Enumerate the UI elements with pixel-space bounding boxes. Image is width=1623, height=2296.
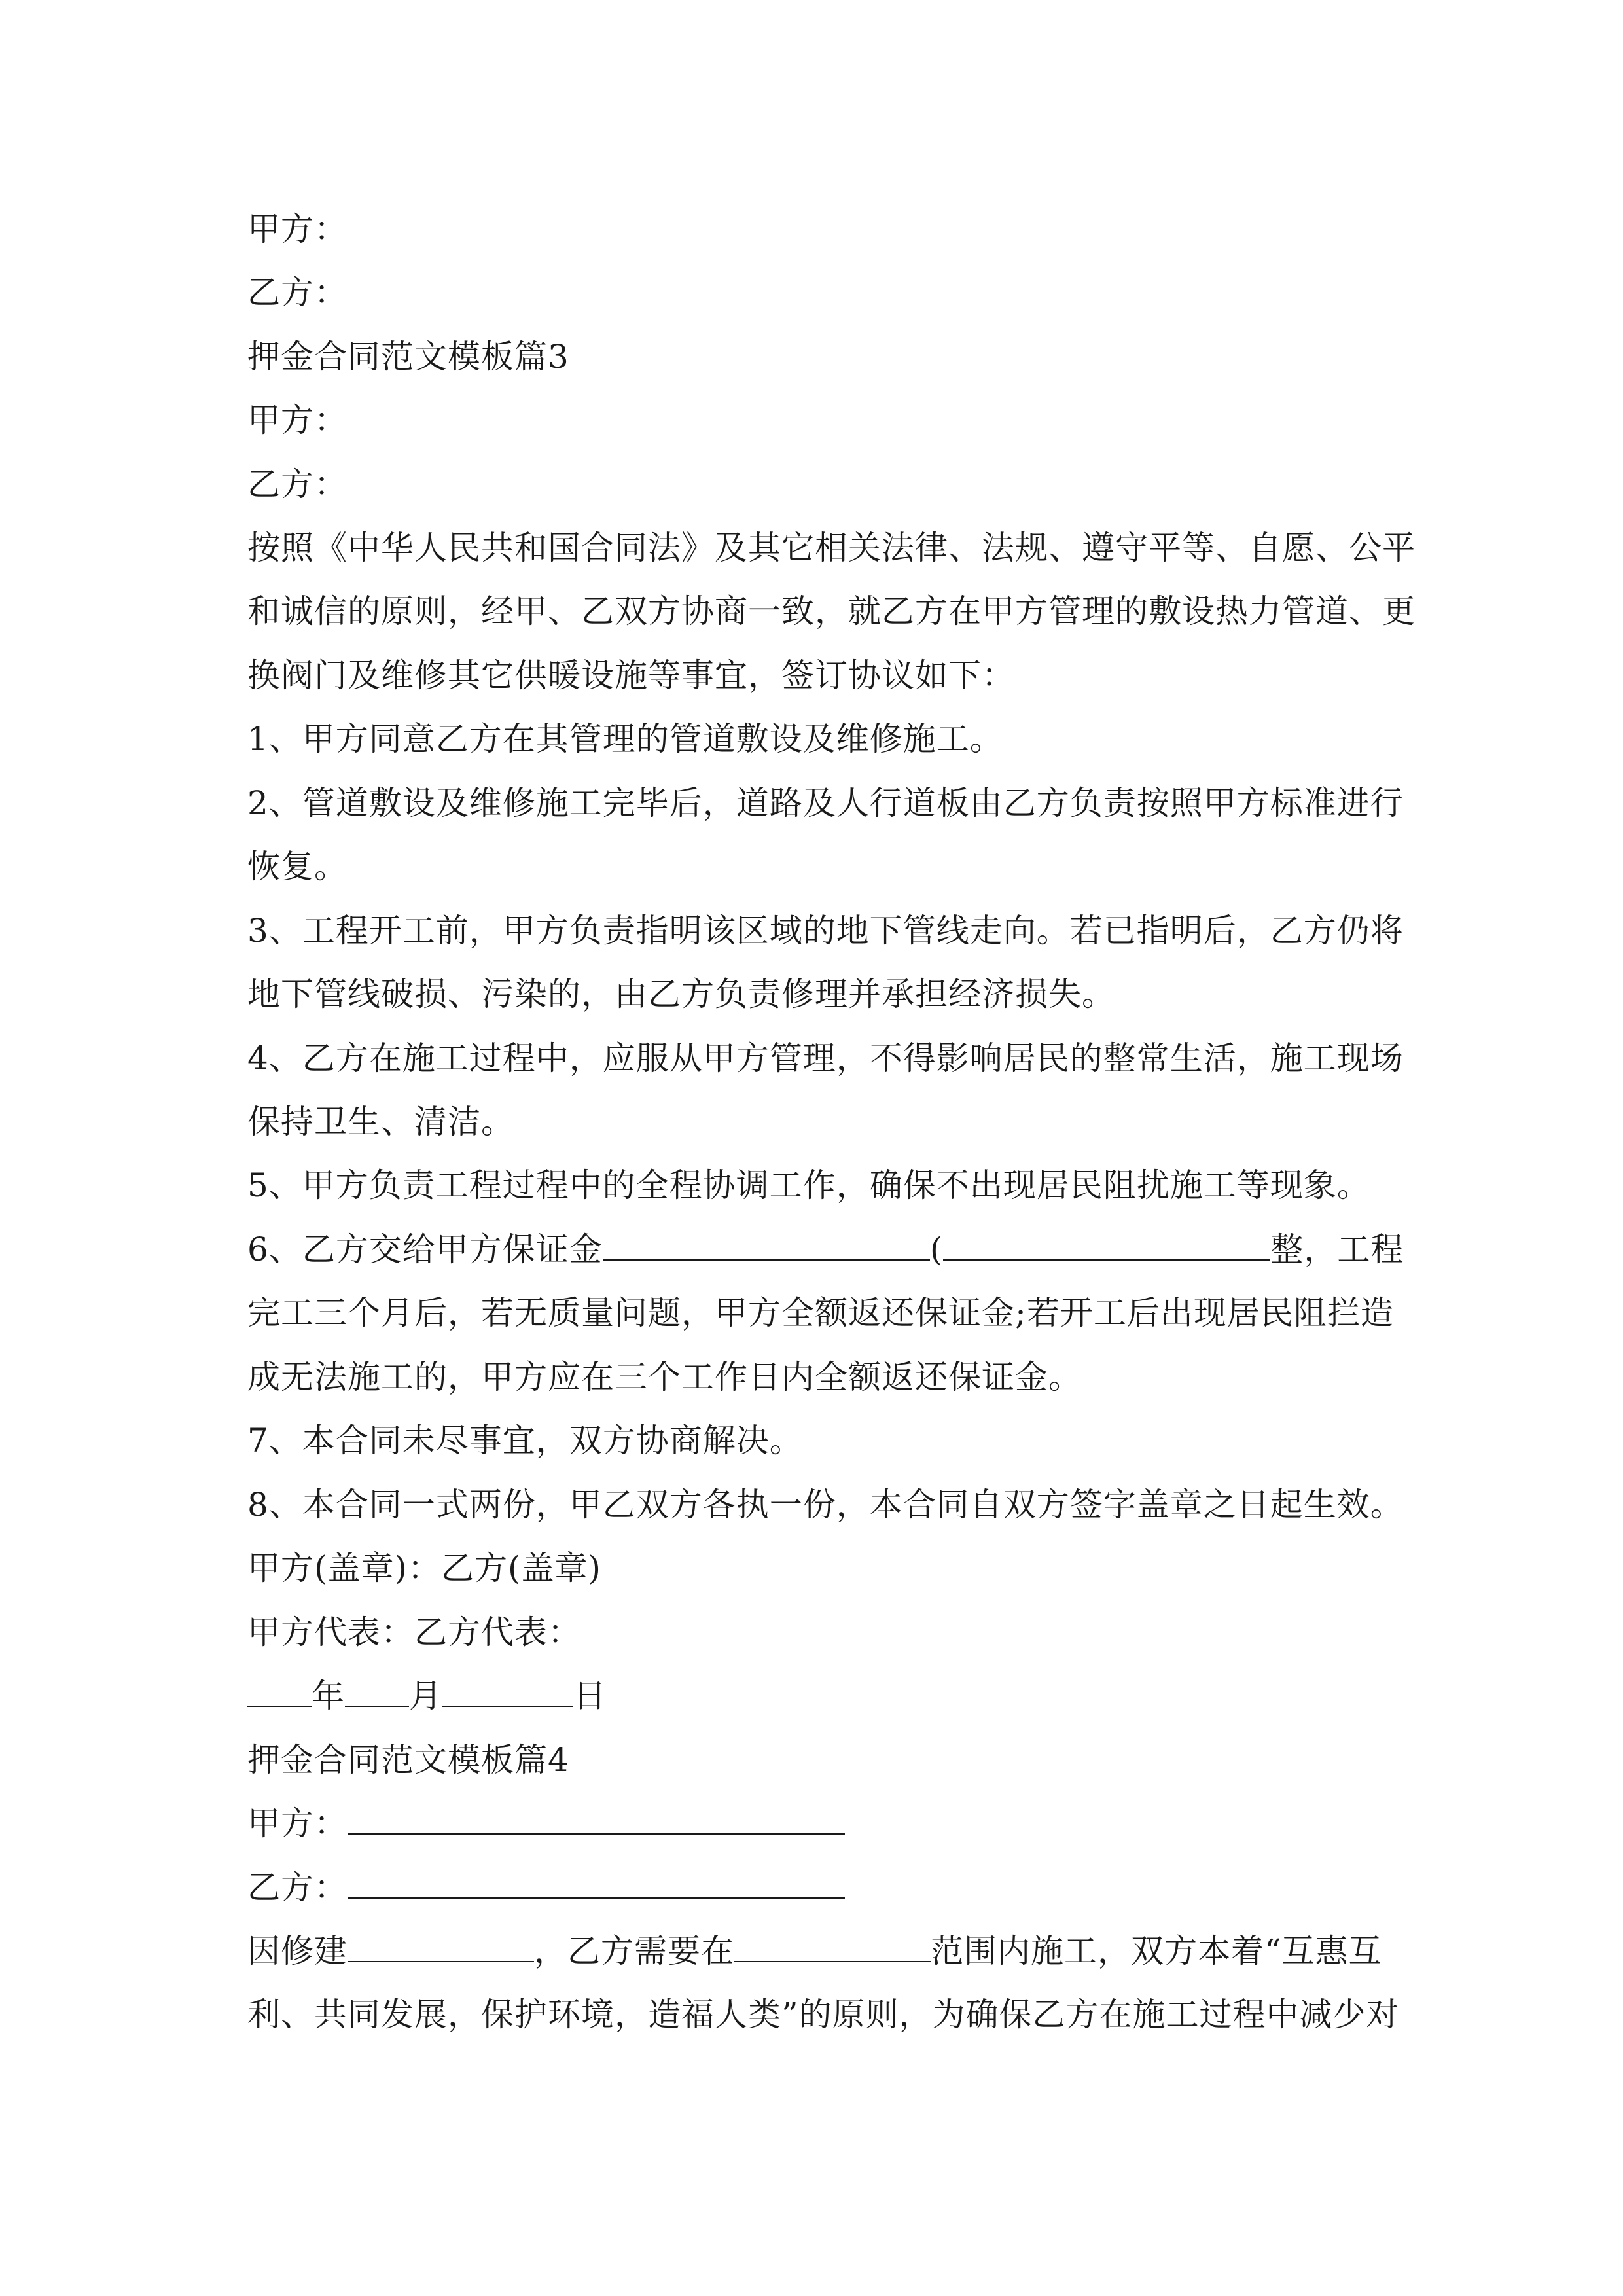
text-line: 利、共同发展，保护环境，造福人类”的原则，为确保乙方在施工过程中减少对 bbox=[247, 1996, 1400, 2034]
clause-text: ，乙方需要在 bbox=[534, 1932, 734, 1970]
party-b-blank[interactable] bbox=[348, 1870, 845, 1899]
year-blank[interactable] bbox=[247, 1678, 312, 1707]
text-line: 2、管道敷设及维修施工完毕后，道路及人行道板由乙方负责按照甲方标准进行 bbox=[247, 784, 1404, 822]
text-line: 甲方： bbox=[247, 210, 348, 248]
text-line: 完工三个月后，若无质量问题，甲方全额返还保证金;若开工后出现居民阻拦造 bbox=[247, 1294, 1394, 1332]
date-line bbox=[247, 1676, 607, 1715]
text-line: 成无法施工的，甲方应在三个工作日内全额返还保证金。 bbox=[247, 1358, 1082, 1396]
text-line: 地下管线破损、污染的，由乙方负责修理并承担经济损失。 bbox=[247, 975, 1115, 1013]
text-line bbox=[247, 1931, 1382, 1971]
clause-text: 6、乙方交给甲方保证金 bbox=[247, 1230, 603, 1268]
deposit-clause-line bbox=[247, 1230, 1404, 1269]
party-b-label: 乙方： bbox=[247, 1869, 348, 1907]
month-label: 月 bbox=[409, 1677, 442, 1715]
text-line: 5、甲方负责工程过程中的全程协调工作，确保不出现居民阻扰施工等现象。 bbox=[247, 1166, 1370, 1204]
deposit-amount-words-blank[interactable] bbox=[943, 1232, 1270, 1261]
clause-text: 因修建 bbox=[247, 1932, 348, 1970]
text-line: 按照《中华人民共和国合同法》及其它相关法律、法规、遵守平等、自愿、公平 bbox=[247, 529, 1416, 567]
text-line: 乙方： bbox=[247, 274, 348, 312]
text-line: 7、本合同未尽事宜，双方协商解决。 bbox=[247, 1422, 803, 1460]
text-line: 4、乙方在施工过程中，应服从甲方管理，不得影响居民的整常生活，施工现场 bbox=[247, 1039, 1404, 1077]
party-a-blank[interactable] bbox=[348, 1806, 845, 1835]
text-line: 3、工程开工前，甲方负责指明该区域的地下管线走向。若已指明后，乙方仍将 bbox=[247, 912, 1404, 950]
clause-text: 整，工程 bbox=[1270, 1230, 1404, 1268]
paren-text: ( bbox=[929, 1230, 944, 1268]
party-a-line bbox=[247, 1804, 845, 1843]
text-line: 1、甲方同意乙方在其管理的管道敷设及维修施工。 bbox=[247, 720, 1003, 758]
representative-line: 甲方代表：乙方代表： bbox=[247, 1613, 581, 1651]
text-line: 8、本合同一式两份，甲乙双方各执一份，本合同自双方签字盖章之日起生效。 bbox=[247, 1486, 1404, 1524]
day-label: 日 bbox=[573, 1677, 607, 1715]
party-a-label: 甲方： bbox=[247, 1804, 348, 1842]
text-line: 甲方： bbox=[247, 401, 348, 439]
signature-seal-line: 甲方(盖章)：乙方(盖章) bbox=[247, 1549, 602, 1587]
section-title: 押金合同范文模板篇4 bbox=[247, 1741, 569, 1779]
deposit-amount-blank[interactable] bbox=[603, 1232, 930, 1261]
text-line: 和诚信的原则，经甲、乙双方协商一致，就乙方在甲方管理的敷设热力管道、更 bbox=[247, 592, 1416, 630]
text-line: 乙方： bbox=[247, 465, 348, 503]
area-blank[interactable] bbox=[734, 1933, 931, 1962]
text-line: 保持卫生、清洁。 bbox=[247, 1103, 514, 1141]
day-blank[interactable] bbox=[442, 1678, 573, 1707]
project-blank[interactable] bbox=[348, 1933, 534, 1962]
section-title: 押金合同范文模板篇3 bbox=[247, 338, 569, 376]
text-line: 换阀门及维修其它供暖设施等事宜，签订协议如下： bbox=[247, 656, 1015, 694]
year-label: 年 bbox=[312, 1677, 345, 1715]
clause-text: 范围内施工，双方本着“互惠互 bbox=[931, 1932, 1382, 1970]
party-b-line bbox=[247, 1868, 845, 1907]
text-line: 恢复。 bbox=[247, 848, 348, 886]
month-blank[interactable] bbox=[345, 1678, 409, 1707]
